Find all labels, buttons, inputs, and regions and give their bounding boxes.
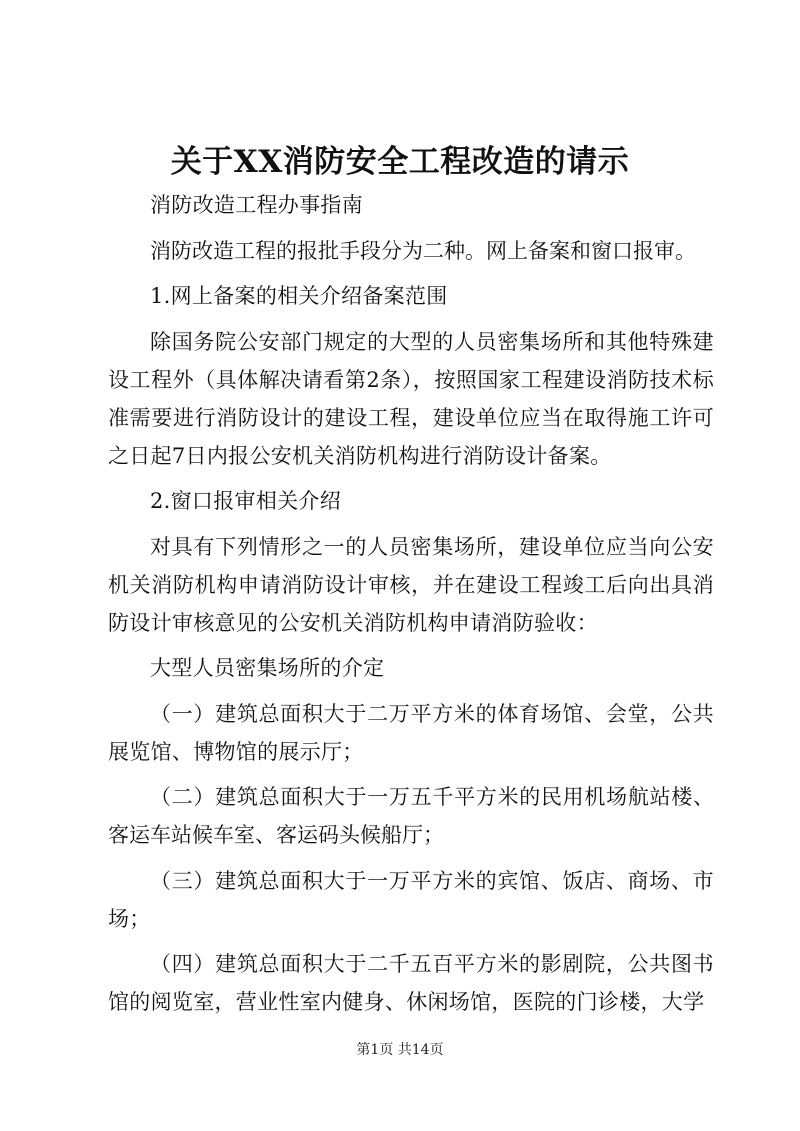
list-item-3: （三）建筑总面积大于一万平方米的宾馆、饭店、商场、市场； bbox=[108, 868, 714, 931]
document-title: 关于XX消防安全工程改造的请示 bbox=[170, 144, 630, 180]
page-number-footer: 第1页 共14页 bbox=[356, 1042, 444, 1058]
list-item-2: （二）建筑总面积大于一万五千平方米的民用机场航站楼、客运车站候车室、客运码头候船厅； bbox=[108, 785, 714, 847]
paragraph-section-2-heading: 2.窗口报审相关介绍 bbox=[150, 489, 342, 513]
paragraph-methods: 消防改造工程的报批手段分为二种。网上备案和窗口报审。 bbox=[150, 238, 696, 263]
paragraph-guide-heading: 消防改造工程办事指南 bbox=[150, 193, 363, 217]
paragraph-section-2-body: 对具有下列情形之一的人员密集场所，建设单位应当向公安机关消防机构申请消防设计审核，并在建设工程竣工后向出具消防设计审核意见的公安机关消防机构申请消防验收： bbox=[108, 534, 714, 635]
list-item-1: （一）建筑总面积大于二万平方米的体育场馆、会堂，公共展览馆、博物馆的展示厅； bbox=[108, 701, 714, 764]
document-body bbox=[108, 186, 714, 1029]
list-item-4: （四）建筑总面积大于二千五百平方米的影剧院，公共图书馆的阅览室，营业性室内健身、休闲场馆，医院的门诊楼，大学 bbox=[108, 952, 714, 1014]
paragraph-definition-heading: 大型人员密集场所的介定 bbox=[150, 656, 385, 680]
paragraph-section-1-heading: 1.网上备案的相关介绍备案范围 bbox=[150, 284, 448, 308]
paragraph-section-1-body: 除国务院公安部门规定的大型的人员密集场所和其他特殊建设工程外（具体解决请看第2条），按照国家工程建设消防技术标准需要进行消防设计的建设工程，建设单位应当在取得施工许可之日起7日内报公安机关消防机构进行消防设计备案。 bbox=[108, 329, 714, 468]
